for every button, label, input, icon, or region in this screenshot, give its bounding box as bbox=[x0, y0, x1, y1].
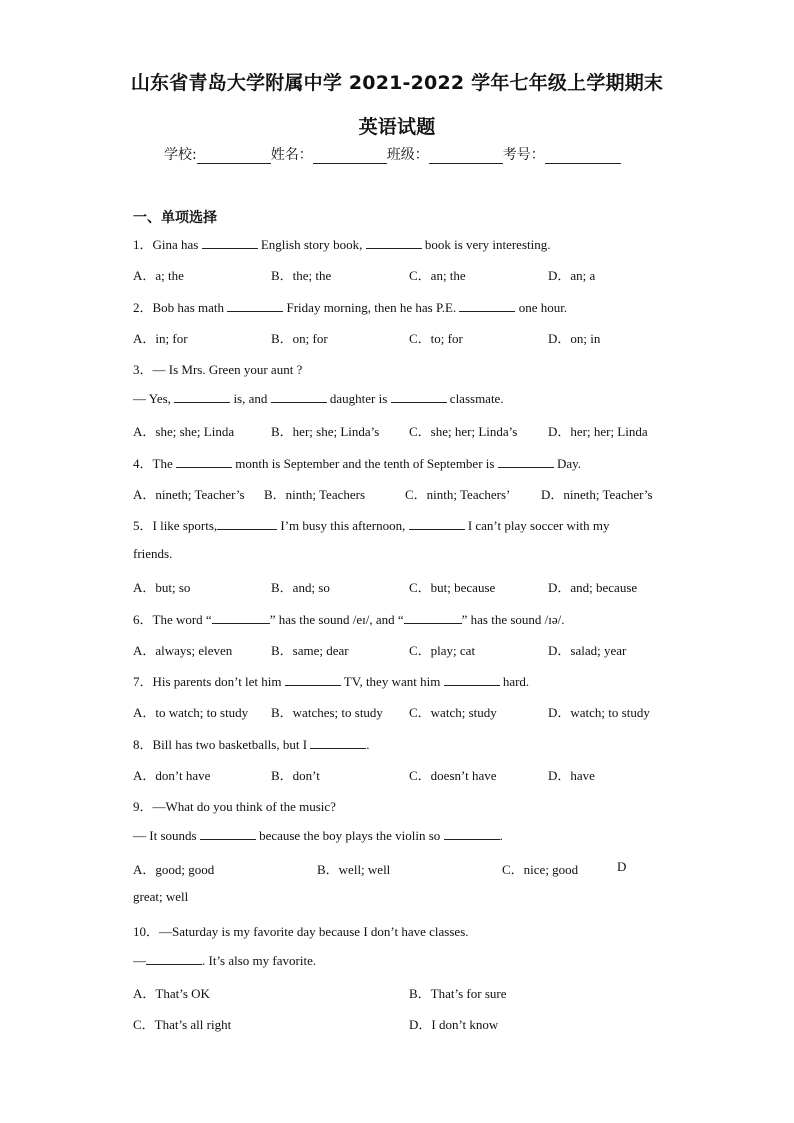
class-label: 班级： bbox=[386, 147, 429, 163]
question-9-option-d-cont[interactable]: great; well bbox=[133, 889, 189, 904]
question-8-option-b[interactable]: B．don’t bbox=[271, 768, 320, 783]
question-6-option-a[interactable]: A．always; eleven bbox=[133, 643, 233, 658]
question-9-option-a[interactable]: A．good; good bbox=[133, 862, 215, 877]
question-8-option-d[interactable]: D．have bbox=[548, 768, 595, 783]
question-2-option-a[interactable]: A．in; for bbox=[133, 331, 188, 346]
question-6-stem: 6．The word “ ” has the sound /eɪ/, and “ ” has the sound /ɪə/. bbox=[133, 612, 565, 627]
question-9-option-d[interactable]: D bbox=[617, 859, 627, 874]
question-1-option-a[interactable]: A．a; the bbox=[133, 268, 184, 283]
exam-subtitle: 英语试题 bbox=[358, 116, 436, 138]
question-10-option-d[interactable]: D．I don’t know bbox=[409, 1017, 499, 1032]
question-2-option-c[interactable]: C．to; for bbox=[409, 331, 463, 346]
question-1-option-b[interactable]: B．the; the bbox=[271, 268, 332, 283]
question-9-option-b[interactable]: B．well; well bbox=[317, 862, 391, 877]
question-4-option-a[interactable]: A．nineth; Teacher’s bbox=[133, 487, 245, 502]
question-5-stem: 5．I like sports, I’m busy this afternoon, I can’t play soccer with my bbox=[133, 518, 610, 533]
question-8-option-a[interactable]: A．don’t have bbox=[133, 768, 211, 783]
exam-title: 山东省青岛大学附属中学 2021-2022 学年七年级上学期期末 bbox=[130, 72, 664, 94]
question-6-option-b[interactable]: B．same; dear bbox=[271, 643, 349, 658]
question-5-option-a[interactable]: A．but; so bbox=[133, 580, 191, 595]
question-10-option-a[interactable]: A．That’s OK bbox=[133, 986, 210, 1001]
question-8-option-c[interactable]: C．doesn’t have bbox=[409, 768, 497, 783]
question-4-option-d[interactable]: D．nineth; Teacher’s bbox=[541, 487, 653, 502]
name-field[interactable] bbox=[313, 149, 387, 164]
question-4-option-c[interactable]: C．ninth; Teachers’ bbox=[405, 487, 511, 502]
school-label: 学校: bbox=[164, 147, 197, 163]
question-7-option-a[interactable]: A．to watch; to study bbox=[133, 705, 249, 720]
question-9-dialogue: — It sounds because the boy plays the violin so . bbox=[133, 828, 503, 843]
question-4-option-b[interactable]: B．ninth; Teachers bbox=[264, 487, 366, 502]
question-8-stem: 8．Bill has two basketballs, but I . bbox=[133, 737, 370, 752]
number-field[interactable] bbox=[545, 149, 621, 164]
question-9-option-c[interactable]: C．nice; good bbox=[502, 862, 579, 877]
school-field[interactable] bbox=[197, 149, 271, 164]
question-3-option-c[interactable]: C．she; her; Linda’s bbox=[409, 424, 518, 439]
question-10-option-b[interactable]: B．That’s for sure bbox=[409, 986, 507, 1001]
question-4-stem: 4．The month is September and the tenth of September is Day. bbox=[133, 456, 582, 471]
question-3-option-b[interactable]: B．her; she; Linda’s bbox=[271, 424, 380, 439]
question-6-option-c[interactable]: C．play; cat bbox=[409, 643, 476, 658]
name-label: 姓名： bbox=[270, 147, 313, 163]
question-9-stem: 9．—What do you think of the music? bbox=[133, 799, 336, 814]
question-1-stem: 1．Gina has English story book, book is very interesting. bbox=[133, 237, 551, 252]
question-3-option-d[interactable]: D．her; her; Linda bbox=[548, 424, 648, 439]
question-3-dialogue: — Yes, is, and daughter is classmate. bbox=[133, 391, 504, 406]
question-7-option-b[interactable]: B．watches; to study bbox=[271, 705, 383, 720]
section-heading: 一、单项选择 bbox=[133, 210, 217, 226]
question-2-stem: 2．Bob has math Friday morning, then he has P.E. one hour. bbox=[133, 300, 568, 315]
question-10-option-c[interactable]: C．That’s all right bbox=[133, 1017, 232, 1032]
question-6-option-d[interactable]: D．salad; year bbox=[548, 643, 627, 658]
question-1-option-d[interactable]: D．an; a bbox=[548, 268, 596, 283]
question-7-option-c[interactable]: C．watch; study bbox=[409, 705, 497, 720]
question-5-option-b[interactable]: B．and; so bbox=[271, 580, 330, 595]
question-7-option-d[interactable]: D．watch; to study bbox=[548, 705, 650, 720]
question-5-option-d[interactable]: D．and; because bbox=[548, 580, 638, 595]
class-field[interactable] bbox=[429, 149, 503, 164]
question-3-option-a[interactable]: A．she; she; Linda bbox=[133, 424, 235, 439]
question-2-option-b[interactable]: B．on; for bbox=[271, 331, 328, 346]
question-10-stem: 10．—Saturday is my favorite day because I don’t have classes. bbox=[133, 924, 469, 939]
question-5-stem-cont: friends. bbox=[133, 546, 173, 561]
question-5-option-c[interactable]: C．but; because bbox=[409, 580, 496, 595]
question-2-option-d[interactable]: D．on; in bbox=[548, 331, 601, 346]
question-10-dialogue: — . It’s also my favorite. bbox=[133, 953, 317, 968]
student-info-row bbox=[164, 144, 621, 164]
question-1-option-c[interactable]: C．an; the bbox=[409, 268, 466, 283]
question-7-stem: 7．His parents don’t let him TV, they want him hard. bbox=[133, 674, 530, 689]
question-3-stem: 3．— Is Mrs. Green your aunt ? bbox=[133, 362, 303, 377]
number-label: 考号： bbox=[502, 147, 545, 163]
